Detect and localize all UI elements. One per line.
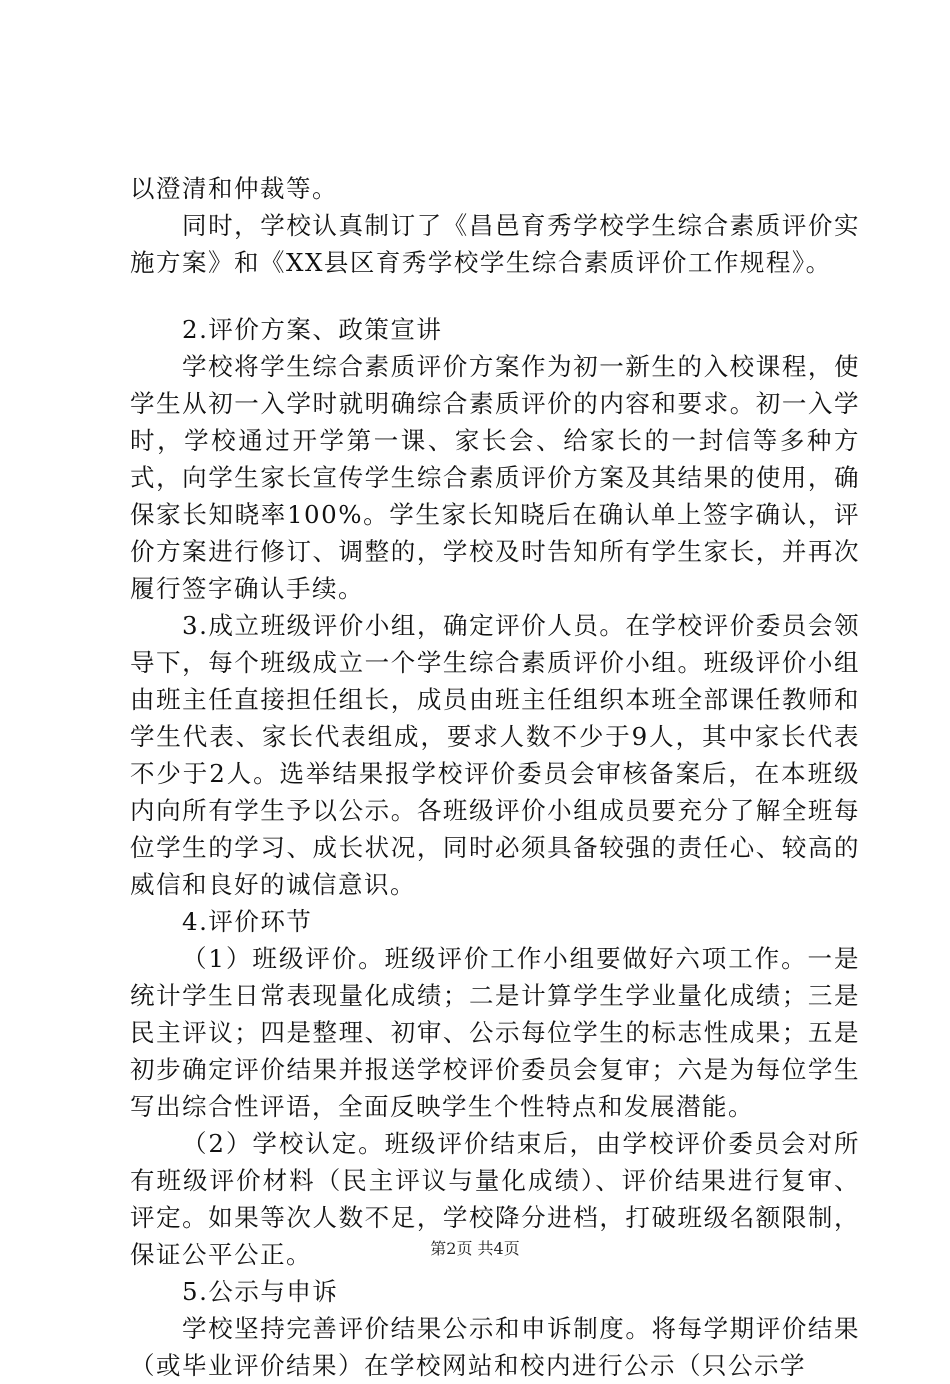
paragraph-section-5: 学校坚持完善评价结果公示和申诉制度。将每学期评价结果（或毕业评价结果）在学校网站和校内进行公示（只公示学 (130, 1314, 860, 1380)
section-heading-4: 4.评价环节 (182, 907, 313, 936)
paragraph-spacer (130, 281, 860, 311)
paragraph-continuation: 以澄清和仲裁等。 (130, 174, 338, 203)
paragraph-school-approval: （2）学校认定。班级评价结束后，由学校评价委员会对所有班级评价材料（民主评议与量化成绩）、评价结果进行复审、评定。如果等次人数不足，学校降分进档，打破班级名额限制，保证公平公正。 (130, 1129, 860, 1269)
page-number-footer: 第2页 共4页 (430, 1239, 520, 1258)
document-body (130, 170, 860, 1384)
section-heading-5: 5.公示与申诉 (182, 1277, 339, 1306)
paragraph-class-evaluation: （1）班级评价。班级评价工作小组要做好六项工作。一是统计学生日常表现量化成绩；二是计算学生学业量化成绩；三是民主评议；四是整理、初审、公示每位学生的标志性成果；五是初步确定评价结果并报送学校评价委员会复审；六是为每位学生写出综合性评语，全面反映学生个性特点和发展潜能。 (130, 944, 860, 1121)
paragraph-section-2: 学校将学生综合素质评价方案作为初一新生的入校课程，使学生从初一入学时就明确综合素质评价的内容和要求。初一入学时，学校通过开学第一课、家长会、给家长的一封信等多种方式，向学生家长宣传学生综合素质评价方案及其结果的使用，确保家长知晓率100%。学生家长知晓后在确认单上签字确认，评价方案进行修订、调整的，学校及时告知所有学生家长，并再次履行签字确认手续。 (130, 352, 860, 603)
paragraph-section-3: 3.成立班级评价小组，确定评价人员。在学校评价委员会领导下，每个班级成立一个学生综合素质评价小组。班级评价小组由班主任直接担任组长，成员由班主任组织本班全部课任教师和学生代表、家长代表组成，要求人数不少于9人，其中家长代表不少于2人。选举结果报学校评价委员会审核备案后，在本班级内向所有学生予以公示。各班级评价小组成员要充分了解全班每位学生的学习、成长状况，同时必须具备较强的责任心、较高的威信和良好的诚信意识。 (130, 611, 860, 899)
section-heading-2: 2.评价方案、政策宣讲 (182, 315, 443, 344)
paragraph-regulations: 同时，学校认真制订了《昌邑育秀学校学生综合素质评价实施方案》和《XX县区育秀学校学生综合素质评价工作规程》。 (130, 211, 860, 277)
